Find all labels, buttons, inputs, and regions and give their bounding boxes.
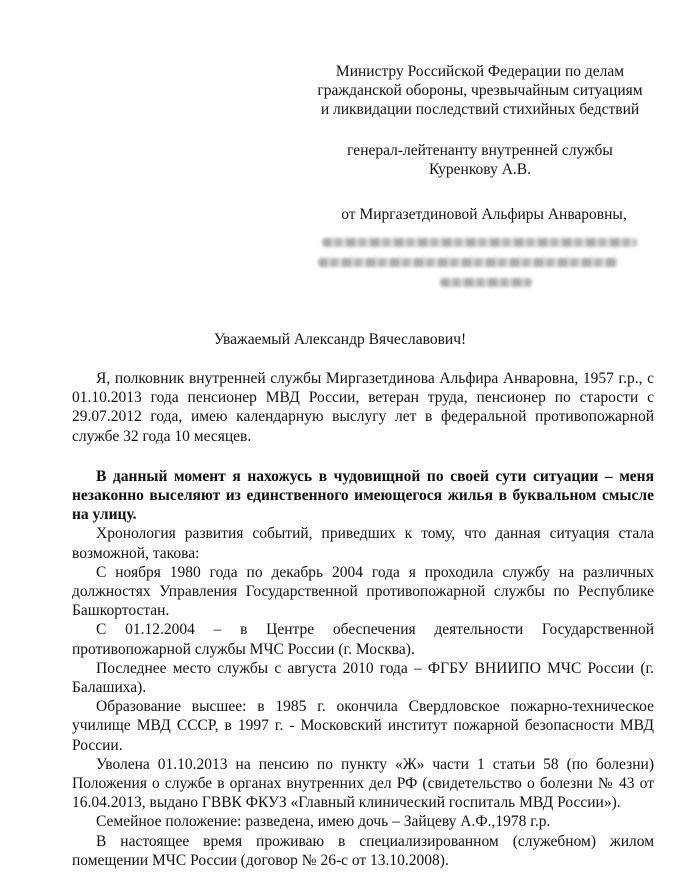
redacted-address-line xyxy=(322,238,637,247)
addressee-line: и ликвидации последствий стихийных бедствий xyxy=(320,101,640,118)
paragraph: Последнее место службы с августа 2010 года – ФГБУ ВНИИПО МЧС России (г. Балашиха). xyxy=(72,659,654,697)
paragraph: Хронология развития событий, приведших к тому, что данная ситуация стала возможной, такова: xyxy=(72,525,654,562)
addressee-line: Министру Российской Федерации по делам xyxy=(335,63,625,80)
redacted-address-line xyxy=(440,278,532,287)
sender-name: от Миргазетдиновой Альфиры Анваровны, xyxy=(341,206,627,223)
letter-body xyxy=(72,369,654,870)
paragraph: Я, полковник внутренней службы Миргазетдинова Альфира Анваровна, 1957 г.р., с 01.10.2013 года пенсионер МВД России, ветеран труда, пенсионер по старости с 29.07.2012 года, имею календарную выслугу лет в федеральной противопожарной службе 32 года 10 месяцев. xyxy=(72,370,654,445)
paragraph: Семейное положение: разведена, имею дочь – Зайцеву А.Ф.,1978 г.р. xyxy=(96,813,551,831)
paragraph: С 01.12.2004 – в Центре обеспечения деятельности Государственной противопожарной службы МЧС России (г. Москва). xyxy=(72,621,654,658)
redacted-address-line xyxy=(318,258,618,267)
greeting: Уважаемый Александр Вячеславович! xyxy=(213,331,467,348)
addressee-block xyxy=(300,62,660,179)
paragraph: Уволена 01.10.2013 на пенсию по пункту «Ж» части 1 статьи 58 (по болезни) Положения о службе в органах внутренних дел РФ (свидетельство о болезни № 43 от 16.04.2013, выдано ГВВК ФКУЗ «Главный клинический госпиталь МВД России»). xyxy=(72,755,654,812)
paragraph-emphasis: В данный момент я нахожусь в чудовищной по своей сути ситуации – меня незаконно выселяют из единственного имеющегося жилья в буквальном смысле на улицу. xyxy=(72,467,654,524)
sender-block xyxy=(314,205,654,287)
addressee-rank: генерал-лейтенанту внутренней службы xyxy=(347,142,613,159)
addressee-line: гражданской обороны, чрезвычайным ситуациям xyxy=(317,82,643,99)
paragraph: В настоящее время проживаю в специализированном (служебном) жилом помещении МЧС России (договор № 26-с от 13.10.2008). xyxy=(72,832,654,869)
paragraph: Образование высшее: в 1985 г. окончила Свердловское пожарно-техническое училище МВД СССР, в 1997 г. - Московский институт пожарной безопасности МВД России. xyxy=(72,698,654,754)
paragraph: С ноября 1980 года по декабрь 2004 года я проходила службу на различных должностях Управления Государственной противопожарной службы по Республике Башкортостан. xyxy=(72,563,654,620)
addressee-name: Куренкову А.В. xyxy=(428,161,532,178)
